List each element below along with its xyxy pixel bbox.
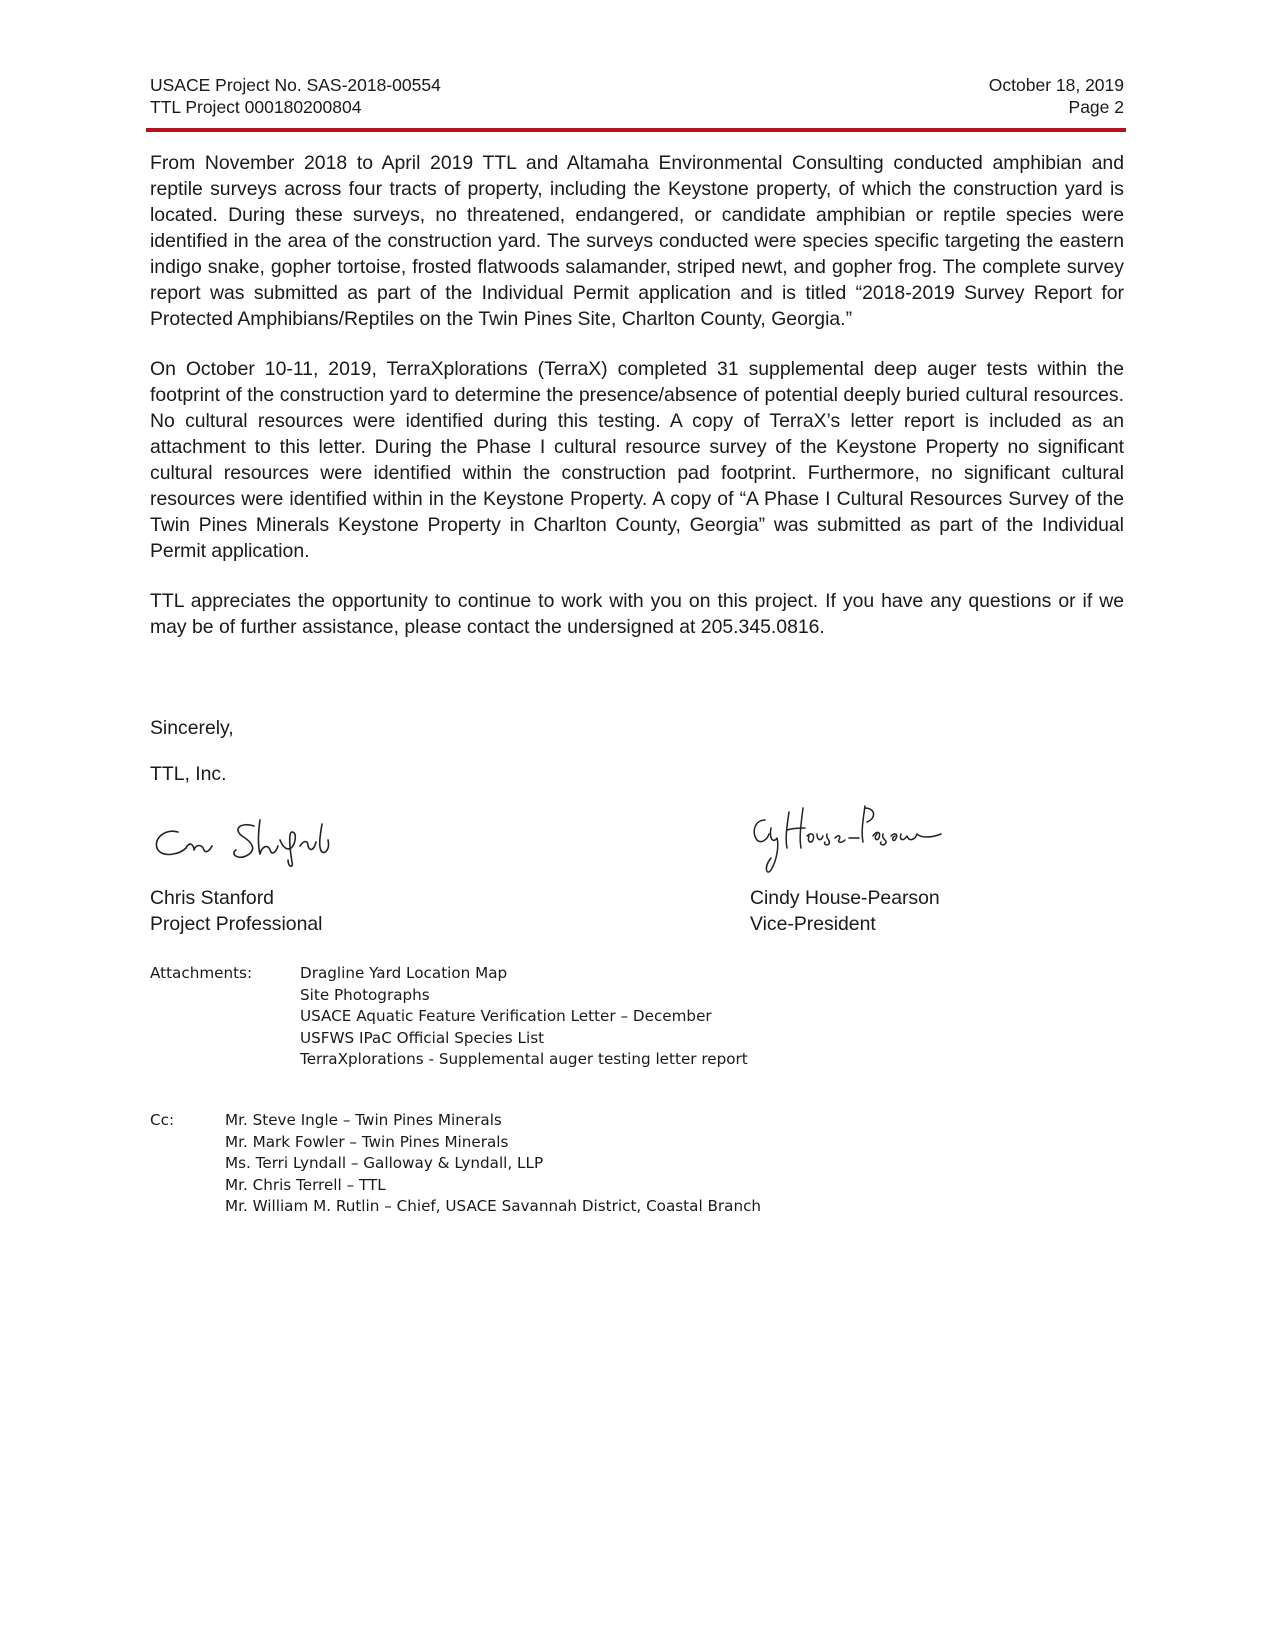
page-number: Page 2 xyxy=(1068,97,1124,117)
list-item: Mr. Chris Terrell – TTL xyxy=(225,1175,386,1194)
attachments-label: Attachments: xyxy=(150,964,253,982)
signer-name: Cindy House-Pearson xyxy=(750,887,940,909)
list-item: Mr. William M. Rutlin – Chief, USACE Savannah District, Coastal Branch xyxy=(225,1197,762,1215)
paragraph-surveys: From November 2018 to April 2019 TTL and Altamaha Environmental Consulting conducted amphibian and reptile surveys across four tracts of property, including the Keystone property, of which the construction yard is located. During these surveys, no threatened, endangered, or candidate amphibian or reptile species were identified in the area of the construction yard. The surveys conducted were species specific targeting the eastern indigo snake, gopher tortoise, frosted flatwoods salamander, striped newt, and gopher frog. The complete survey report was submitted as part of the Individual Permit application and is titled “2018-2019 Survey Report for Protected Amphibians/Reptiles on the Twin Pines Site, Charlton County, Georgia.” xyxy=(150,152,1124,330)
signer-chris-stanford xyxy=(150,885,322,937)
company-name: TTL, Inc. xyxy=(150,763,227,785)
list-item: USACE Aquatic Feature Verification Letter – December xyxy=(300,1007,712,1025)
handwritten-signature-icon xyxy=(150,810,350,870)
signer-cindy-house-pearson xyxy=(750,885,940,937)
paragraph-cultural-resources: On October 10-11, 2019, TerraXplorations (TerraX) completed 31 supplemental deep auger tests within the footprint of the construction yard to determine the presence/absence of potential deeply buried cultural resources. No cultural resources were identified during this testing. A copy of TerraX’s letter report is included as an attachment to this letter. During the Phase I cultural resource survey of the Keystone Property no significant cultural resources were identified within the construction pad footprint. Furthermore, no significant cultural resources were identified within in the Keystone Property. A copy of “A Phase I Cultural Resources Survey of the Twin Pines Minerals Keystone Property in Charlton County, Georgia” was submitted as part of the Individual Permit application. xyxy=(150,358,1124,562)
header-rule xyxy=(146,128,1126,132)
project-number: USACE Project No. SAS-2018-00554 xyxy=(150,75,441,95)
page-header xyxy=(150,74,1124,118)
paragraph-contact: TTL appreciates the opportunity to continue to work with you on this project. If you have any questions or if we may be of further assistance, please contact the undersigned at 205.345.0816. xyxy=(150,590,1124,638)
closing-block xyxy=(150,715,234,807)
list-item: TerraXplorations - Supplemental auger testing letter report xyxy=(300,1050,748,1068)
salutation: Sincerely, xyxy=(150,717,234,739)
list-item: USFWS IPaC Official Species List xyxy=(300,1028,545,1047)
letter-date: October 18, 2019 xyxy=(988,75,1124,95)
signer-title: Vice-President xyxy=(750,913,876,935)
ttl-project-number: TTL Project 000180200804 xyxy=(150,97,362,117)
handwritten-signature-icon xyxy=(745,798,945,878)
list-item: Ms. Terri Lyndall – Galloway & Lyndall, LLP xyxy=(225,1154,544,1172)
signer-title: Project Professional xyxy=(150,913,323,935)
cc-label: Cc: xyxy=(150,1111,175,1129)
signer-name: Chris Stanford xyxy=(150,887,274,909)
list-item: Dragline Yard Location Map xyxy=(300,964,508,982)
letter-body xyxy=(150,150,1124,664)
list-item: Mr. Steve Ingle – Twin Pines Minerals xyxy=(225,1111,502,1129)
list-item: Mr. Mark Fowler – Twin Pines Minerals xyxy=(225,1132,509,1151)
list-item: Site Photographs xyxy=(300,985,430,1004)
